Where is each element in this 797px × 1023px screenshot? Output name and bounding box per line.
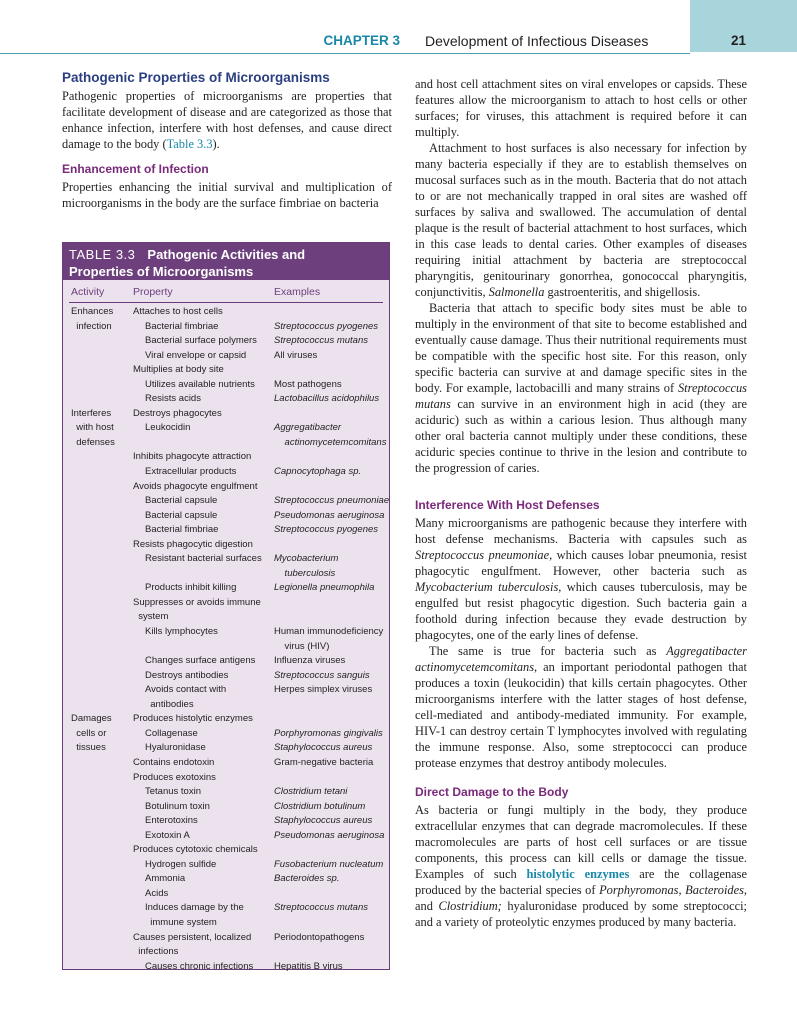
table-row bbox=[63, 713, 389, 728]
subheading-enhancement: Enhancement of Infection bbox=[62, 162, 209, 176]
p4-italic-2: Mycobacterium tuberculosis, bbox=[415, 580, 562, 594]
cell-property: antibodies bbox=[145, 698, 194, 710]
table-row bbox=[63, 670, 389, 685]
column-header-activity: Activity bbox=[71, 286, 105, 298]
cell-example: Staphylococcus aureus bbox=[274, 815, 373, 827]
table-row bbox=[63, 350, 389, 365]
table-row bbox=[63, 321, 389, 336]
cell-property: Hydrogen sulfide bbox=[145, 858, 217, 870]
table-row bbox=[63, 888, 389, 903]
table-row bbox=[63, 495, 389, 510]
subheading-direct-damage: Direct Damage to the Body bbox=[415, 785, 569, 799]
paragraph-3 bbox=[415, 300, 747, 476]
cell-property: Resistant bacterial surfaces bbox=[145, 553, 262, 565]
table-row bbox=[63, 859, 389, 874]
table-row bbox=[63, 742, 389, 757]
table-label: TABLE 3.3 bbox=[69, 247, 136, 262]
cell-property: Products inhibit killing bbox=[145, 582, 237, 594]
p3-text-a: Bacteria that attach to specific body sites must be able to multiply in the environment of that site to become established and eventually cause damage. Thus their nutritional requirements must be compatible with the specific host site. For this reason, only specific bacteria can survive at and damage specific sites in the body. For example, lactobacilli and many strains of bbox=[415, 301, 747, 395]
table-row bbox=[63, 728, 389, 743]
p4-text-b: which causes lobar pneumonia, resist phagocytic engulfment. However, other bacteria such as bbox=[415, 548, 747, 578]
cell-example: Clostridium botulinum bbox=[274, 800, 366, 812]
table-row bbox=[63, 699, 389, 714]
table-row bbox=[63, 451, 389, 466]
cell-property: Tetanus toxin bbox=[145, 786, 201, 798]
table-row bbox=[63, 611, 389, 626]
cell-property: Bacterial surface polymers bbox=[145, 335, 257, 347]
cell-example: Hepatitis B virus bbox=[274, 960, 343, 972]
column-header-property: Property bbox=[133, 286, 173, 298]
table-header bbox=[63, 243, 389, 280]
page-number: 21 bbox=[731, 33, 747, 48]
cell-property: Avoids contact with bbox=[145, 684, 227, 696]
cell-property: Botulinum toxin bbox=[145, 800, 210, 812]
table-row bbox=[63, 815, 389, 830]
table-row bbox=[63, 772, 389, 787]
cell-example: Clostridium tetani bbox=[274, 786, 348, 798]
table-row bbox=[63, 946, 389, 961]
p6-italic-1: Porphyromonas, Bacteroides, bbox=[599, 883, 748, 897]
table-reference-link[interactable]: Table 3.3 bbox=[166, 137, 213, 151]
chapter-label: CHAPTER 3 bbox=[323, 33, 400, 48]
table-row bbox=[63, 568, 389, 583]
p6-text-b: are the collagenase produced by the bacterial species of bbox=[415, 867, 748, 897]
table-row bbox=[63, 510, 389, 525]
cell-property: Enterotoxins bbox=[145, 815, 198, 827]
cell-property: Causes chronic infections bbox=[145, 960, 254, 972]
p2-end: gastroenteritis, and shigellosis. bbox=[544, 285, 701, 299]
table-row bbox=[63, 684, 389, 699]
table-row bbox=[63, 641, 389, 656]
paragraph-5 bbox=[415, 643, 747, 771]
cell-property: Attaches to host cells bbox=[133, 306, 223, 317]
table-row bbox=[63, 626, 389, 641]
cell-example: Fusobacterium nucleatum bbox=[274, 858, 384, 870]
table-title-line1: Pathogenic Activities and bbox=[147, 247, 306, 262]
cell-property: Resists phagocytic digestion bbox=[133, 538, 253, 550]
table-row bbox=[63, 539, 389, 554]
subheading-interference: Interference With Host Defenses bbox=[415, 498, 600, 512]
cell-activity: Damages bbox=[71, 713, 112, 725]
table-row bbox=[63, 597, 389, 612]
cell-property: Extracellular products bbox=[145, 466, 237, 478]
p3-italic: Streptococcus mutans bbox=[415, 381, 747, 411]
cell-property: Leukocidin bbox=[145, 422, 191, 434]
cell-example: Pseudomonas aeruginosa bbox=[274, 509, 385, 521]
cell-example: Human immunodeficiency bbox=[274, 626, 384, 638]
cell-example: Aggregatibacter bbox=[274, 422, 342, 434]
cell-activity: Interferes bbox=[71, 407, 112, 419]
glossary-term-histolytic-enzymes[interactable]: histolytic enzymes bbox=[526, 867, 630, 881]
chapter-title: Development of Infectious Diseases bbox=[425, 33, 649, 49]
table-row bbox=[63, 553, 389, 568]
table-row bbox=[63, 655, 389, 670]
table-row bbox=[63, 466, 389, 481]
table-row bbox=[63, 873, 389, 888]
cell-example: Pseudomonas aeruginosa bbox=[274, 829, 385, 841]
intro-paragraph bbox=[62, 88, 392, 152]
cell-example: Influenza viruses bbox=[274, 655, 346, 667]
table-column-headers bbox=[69, 284, 383, 303]
paragraph-6 bbox=[415, 802, 747, 930]
cell-example: Periodontopathogens bbox=[274, 931, 365, 943]
cell-property: immune system bbox=[145, 916, 217, 928]
right-column bbox=[415, 76, 747, 930]
p6-italic-2: Clostridium; bbox=[438, 899, 502, 913]
p5-text-b: an important periodontal pathogen that produces a toxin (leukocidin) that kills certain phagocytes. Other microorganisms interfere with the latter stages of host defense, cell-mediated and antibody-mediated immunity. For example, HIV-1 can destroy certain T lymphocytes involved with regulating the immune response. Also, some streptococci can produce protease enzymes that destroy antibody molecules. bbox=[415, 660, 747, 770]
paragraph-1: and host cell attachment sites on viral envelopes or capsids. These features allow the microorganism to attach to host cells or other surfaces; for viruses, this attachment is required before it can multiply. bbox=[415, 77, 747, 139]
table-row bbox=[63, 481, 389, 496]
section-title: Pathogenic Properties of Microorganisms bbox=[62, 70, 330, 85]
paragraph-2 bbox=[415, 140, 747, 300]
table-row bbox=[63, 524, 389, 539]
table-title-line2: Properties of Microorganisms bbox=[69, 264, 254, 279]
cell-example: Mycobacterium bbox=[274, 553, 339, 565]
table-body bbox=[63, 306, 389, 975]
p2-italic: Salmonella bbox=[488, 285, 545, 299]
cell-property: Produces cytotoxic chemicals bbox=[133, 844, 258, 856]
cell-example: Streptococcus pyogenes bbox=[274, 524, 379, 536]
table-row bbox=[63, 844, 389, 859]
cell-property: Destroys phagocytes bbox=[133, 407, 222, 419]
table-row bbox=[63, 932, 389, 947]
table-row bbox=[63, 335, 389, 350]
enhancement-paragraph: Properties enhancing the initial survival and multiplication of microorganisms in the body are the surface fimbriae on bacteria bbox=[62, 180, 392, 210]
cell-example: Streptococcus pneumoniae bbox=[274, 495, 390, 507]
cell-example: Herpes simplex viruses bbox=[274, 684, 373, 696]
cell-property: Bacterial fimbriae bbox=[145, 524, 219, 536]
table-row bbox=[63, 801, 389, 816]
table-row bbox=[63, 437, 389, 452]
cell-property: Contains endotoxin bbox=[133, 756, 215, 768]
cell-activity: Enhances bbox=[71, 306, 114, 317]
intro-end: ). bbox=[212, 137, 220, 151]
cell-example: Legionella pneumophila bbox=[274, 582, 375, 594]
p6-text-a: As bacteria or fungi multiply in the body, they produce extracellular enzymes that can degrade macromolecules. If these macromolecules are parts of host cell surfaces or are tissue components, this process can kill cells or damage the tissue. Examples of such bbox=[415, 803, 747, 881]
cell-property: Inhibits phagocyte attraction bbox=[133, 451, 252, 463]
cell-property: Destroys antibodies bbox=[145, 669, 229, 681]
cell-property: Avoids phagocyte engulfment bbox=[133, 480, 258, 492]
cell-activity: with host bbox=[71, 422, 114, 434]
cell-property: Bacterial capsule bbox=[145, 495, 218, 507]
cell-property: system bbox=[133, 611, 169, 623]
cell-example: Staphylococcus aureus bbox=[274, 742, 373, 754]
p4-text-a: Many microorganisms are pathogenic because they interfere with host defense mechanisms. Bacteria with capsules such as bbox=[415, 516, 747, 546]
table-3-3 bbox=[62, 242, 390, 970]
cell-activity: tissues bbox=[71, 742, 106, 754]
cell-example: Capnocytophaga sp. bbox=[274, 466, 362, 478]
running-head bbox=[0, 33, 690, 54]
cell-example: virus (HIV) bbox=[274, 640, 330, 652]
cell-property: Collagenase bbox=[145, 727, 198, 739]
p5-text-a: The same is true for bacteria such as bbox=[429, 644, 667, 658]
table-row bbox=[63, 422, 389, 437]
cell-property: Changes surface antigens bbox=[145, 655, 256, 667]
cell-property: Exotoxin A bbox=[145, 829, 190, 841]
cell-example: Bacteroides sp. bbox=[274, 873, 340, 885]
paragraph-4 bbox=[415, 515, 747, 643]
table-row bbox=[63, 393, 389, 408]
table-row bbox=[63, 379, 389, 394]
cell-property: Ammonia bbox=[145, 873, 186, 885]
p4-text-c: which causes tuberculosis, may be engulfed but resist phagocytic digestion. Such bacteria gain a foothold during infection because they evade destruction by phagocytes, one of the early lines of defense. bbox=[415, 580, 747, 642]
cell-property: Acids bbox=[145, 887, 169, 899]
cell-example: Porphyromonas gingivalis bbox=[274, 727, 383, 739]
p4-italic-1: Streptococcus pneumoniae, bbox=[415, 548, 553, 562]
cell-property: Viral envelope or capsid bbox=[145, 349, 247, 361]
p3-text-b: can survive in an environment high in acid (they are aciduric) such as within a carious lesion. Thus although many other oral bacteria cannot multiply under these conditions, these aciduric species continue to thrive in the lesion and contribute to the progression of caries. bbox=[415, 397, 747, 475]
p6-text-c: and bbox=[415, 899, 439, 913]
table-row bbox=[63, 961, 389, 976]
cell-property: Suppresses or avoids immune bbox=[133, 596, 261, 608]
cell-example: Streptococcus mutans bbox=[274, 902, 368, 914]
cell-example: Streptococcus pyogenes bbox=[274, 320, 379, 332]
cell-property: Produces exotoxins bbox=[133, 771, 216, 783]
cell-activity: defenses bbox=[71, 436, 115, 448]
cell-example: All viruses bbox=[274, 349, 318, 361]
cell-property: Causes persistent, localized bbox=[133, 931, 252, 943]
table-row bbox=[63, 917, 389, 932]
cell-property: Kills lymphocytes bbox=[145, 626, 218, 638]
cell-example: Streptococcus sanguis bbox=[274, 669, 370, 681]
cell-example: Most pathogens bbox=[274, 378, 342, 390]
cell-property: Hyaluronidase bbox=[145, 742, 206, 754]
table-row bbox=[63, 902, 389, 917]
table-row bbox=[63, 786, 389, 801]
cell-activity: infection bbox=[71, 320, 112, 332]
cell-example: Streptococcus mutans bbox=[274, 335, 368, 347]
cell-activity: cells or bbox=[71, 727, 107, 739]
intro-text: Pathogenic properties of microorganisms are properties that facilitate development of disease and are categorized as those that enhance infection, interfere with host defenses, and cause direct damage to the body ( bbox=[62, 89, 392, 151]
cell-property: Utilizes available nutrients bbox=[145, 378, 255, 390]
table-row bbox=[63, 582, 389, 597]
cell-example: actinomycetemcomitans bbox=[274, 436, 387, 448]
cell-property: Induces damage by the bbox=[145, 902, 244, 914]
table-row bbox=[63, 830, 389, 845]
table-row bbox=[63, 757, 389, 772]
cell-property: Bacterial capsule bbox=[145, 509, 218, 521]
cell-property: Resists acids bbox=[145, 393, 201, 405]
table-row bbox=[63, 364, 389, 379]
table-row bbox=[63, 306, 389, 321]
cell-example: Gram-negative bacteria bbox=[274, 756, 374, 768]
column-header-examples: Examples bbox=[274, 286, 321, 298]
cell-property: infections bbox=[133, 946, 179, 958]
cell-example: Lactobacillus acidophilus bbox=[274, 393, 380, 405]
p2-text: Attachment to host surfaces is also necessary for infection by many bacteria especially if they are to establish themselves on mucosal surfaces such as in the mouth. Bacteria that do not attach to or are not mechanically trapped in oral sites are washed off surfaces by saliva and swallowed. The accumulation of dental plaque is the result of bacterial attachment to host surfaces, which in this case leads to dental caries. Other examples of diseases requiring initial attachment by bacteria are streptococcal pharyngitis, genitourinary gonorrhea, gonococcal pharyngitis, conjunctivitis, bbox=[415, 141, 747, 299]
left-column bbox=[62, 70, 392, 211]
p6-text-d: hyaluronidase produced by some streptococci; and a variety of proteolytic enzymes produced by many bacteria. bbox=[415, 899, 747, 929]
p5-italic: Aggregatibacter actinomycetemcomitans, bbox=[415, 644, 747, 674]
cell-example: tuberculosis bbox=[274, 567, 336, 579]
cell-property: Bacterial fimbriae bbox=[145, 320, 219, 332]
table-row bbox=[63, 408, 389, 423]
cell-property: Produces histolytic enzymes bbox=[133, 713, 253, 725]
cell-property: Multiplies at body site bbox=[133, 364, 224, 376]
